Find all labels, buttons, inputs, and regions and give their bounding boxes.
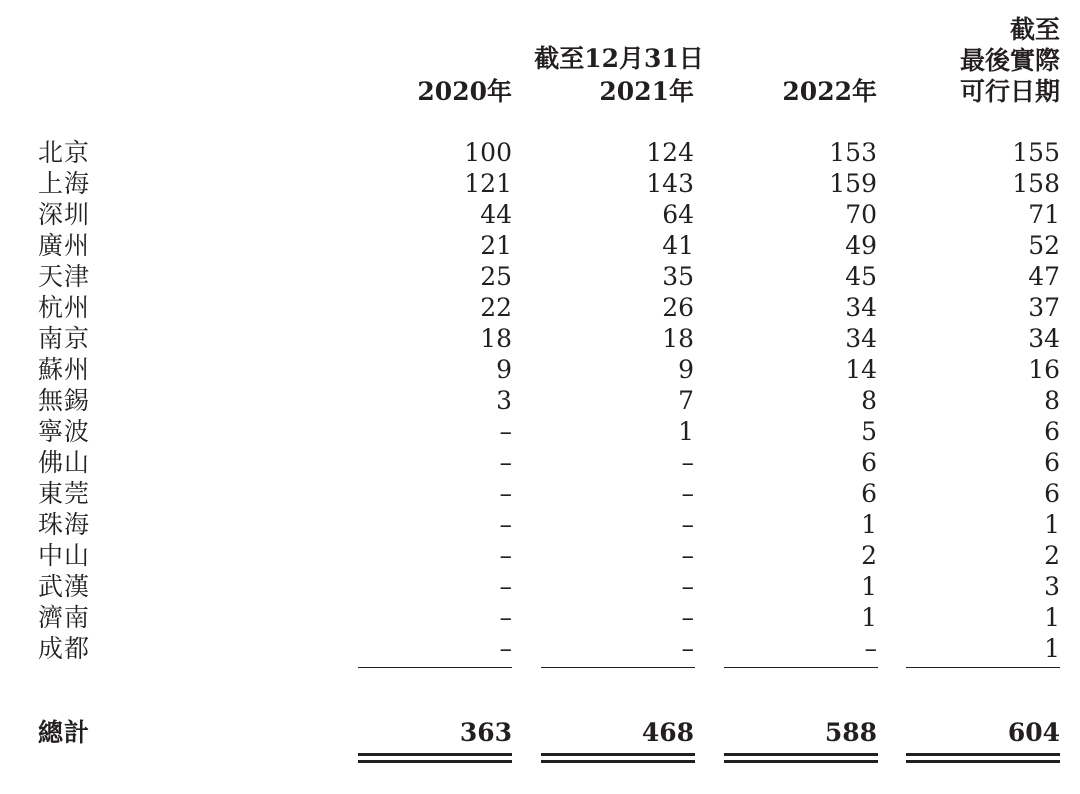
header-col-2022: 2022年: [782, 77, 877, 106]
value-2022: 5: [861, 417, 877, 446]
value-2021: 26: [662, 293, 694, 322]
value-2022: 1: [861, 572, 877, 601]
value-2022: 6: [861, 448, 877, 477]
value-latest: 158: [1012, 169, 1060, 198]
total-double-rule-2020: [358, 753, 512, 763]
value-2022: 49: [845, 231, 877, 260]
value-latest: 6: [1044, 417, 1060, 446]
city-label: 蘇州: [38, 355, 91, 384]
value-2021: 64: [662, 200, 694, 229]
value-latest: 2: [1044, 541, 1060, 570]
total-double-rule-latest: [906, 753, 1060, 763]
value-latest: 47: [1028, 262, 1060, 291]
value-2021: 41: [662, 231, 694, 260]
value-2020: 21: [480, 231, 512, 260]
subtotal-rule-latest: [906, 667, 1060, 668]
value-latest: 6: [1044, 479, 1060, 508]
value-latest: 34: [1028, 324, 1060, 353]
city-label: 佛山: [38, 448, 91, 477]
total-label: 總計: [38, 718, 91, 747]
table-row: [0, 571, 1080, 602]
value-2021: 1: [678, 417, 694, 446]
total-double-rule-2022: [724, 753, 878, 763]
value-2022: 8: [861, 386, 877, 415]
value-2020: 121: [464, 169, 512, 198]
value-2021: 124: [646, 138, 694, 167]
value-latest: 16: [1028, 355, 1060, 384]
value-2021: –: [681, 634, 694, 663]
city-label: 北京: [38, 138, 91, 167]
value-2020: –: [499, 448, 512, 477]
city-label: 深圳: [38, 200, 91, 229]
value-2022: –: [864, 634, 877, 663]
table-row: [0, 478, 1080, 509]
value-2020: 3: [496, 386, 512, 415]
value-2020: –: [499, 541, 512, 570]
table-row: [0, 323, 1080, 354]
table-row: [0, 416, 1080, 447]
table-row: [0, 230, 1080, 261]
value-2020: 22: [480, 293, 512, 322]
city-label: 濟南: [38, 603, 91, 632]
header-col-last-line1: 截至: [1009, 15, 1060, 44]
value-latest: 71: [1028, 200, 1060, 229]
value-2020: 9: [496, 355, 512, 384]
subtotal-rule-2021: [541, 667, 695, 668]
value-latest: 8: [1044, 386, 1060, 415]
value-2021: 143: [646, 169, 694, 198]
value-2021: –: [681, 448, 694, 477]
table-row: [0, 354, 1080, 385]
value-2022: 1: [861, 603, 877, 632]
table-row: [0, 261, 1080, 292]
value-2020: –: [499, 603, 512, 632]
header-col-2021: 2021年: [599, 77, 694, 106]
table-row: [0, 137, 1080, 168]
value-2021: –: [681, 510, 694, 539]
value-2022: 70: [845, 200, 877, 229]
value-latest: 6: [1044, 448, 1060, 477]
value-latest: 3: [1044, 572, 1060, 601]
value-2021: –: [681, 572, 694, 601]
header-col-last-line2: 最後實際: [959, 46, 1060, 75]
city-label: 天津: [38, 262, 91, 291]
table-row: [0, 199, 1080, 230]
value-latest: 52: [1028, 231, 1060, 260]
table-row: [0, 509, 1080, 540]
table-row: [0, 447, 1080, 478]
value-2020: 100: [464, 138, 512, 167]
city-label: 寧波: [38, 417, 91, 446]
city-label: 東莞: [38, 479, 91, 508]
value-2022: 6: [861, 479, 877, 508]
total-2021: 468: [641, 718, 694, 747]
subtotal-rule-2020: [358, 667, 512, 668]
city-label: 珠海: [38, 510, 91, 539]
value-2020: –: [499, 510, 512, 539]
city-label: 武漢: [38, 572, 91, 601]
value-2022: 1: [861, 510, 877, 539]
table-row: [0, 602, 1080, 633]
value-2022: 34: [845, 293, 877, 322]
value-2020: 25: [480, 262, 512, 291]
value-latest: 155: [1012, 138, 1060, 167]
table-row: [0, 168, 1080, 199]
city-label: 上海: [38, 169, 91, 198]
header-col-last-line3: 可行日期: [959, 77, 1060, 106]
value-2022: 159: [829, 169, 877, 198]
value-2020: –: [499, 479, 512, 508]
table-row: [0, 292, 1080, 323]
value-2022: 153: [829, 138, 877, 167]
value-latest: 1: [1044, 634, 1060, 663]
value-2021: 18: [662, 324, 694, 353]
header-group-label: 截至12月31日: [534, 44, 704, 73]
table-row: [0, 385, 1080, 416]
value-latest: 1: [1044, 603, 1060, 632]
city-label: 廣州: [38, 231, 91, 260]
value-2021: 35: [662, 262, 694, 291]
city-label: 中山: [38, 541, 91, 570]
value-2021: –: [681, 541, 694, 570]
value-2022: 34: [845, 324, 877, 353]
value-2021: –: [681, 603, 694, 632]
value-2021: –: [681, 479, 694, 508]
value-2020: –: [499, 417, 512, 446]
value-2021: 9: [678, 355, 694, 384]
total-double-rule-2021: [541, 753, 695, 763]
total-2022: 588: [824, 718, 877, 747]
header-col-2020: 2020年: [417, 77, 512, 106]
value-2022: 2: [861, 541, 877, 570]
total-2020: 363: [459, 718, 512, 747]
city-label: 杭州: [38, 293, 91, 322]
table-row: [0, 540, 1080, 571]
city-label: 無錫: [38, 386, 91, 415]
value-2022: 14: [845, 355, 877, 384]
value-latest: 37: [1028, 293, 1060, 322]
table-row: [0, 633, 1080, 664]
value-2022: 45: [845, 262, 877, 291]
subtotal-rule-2022: [724, 667, 878, 668]
total-row: [0, 717, 1080, 748]
city-label: 南京: [38, 324, 91, 353]
value-2021: 7: [678, 386, 694, 415]
value-2020: –: [499, 634, 512, 663]
value-2020: –: [499, 572, 512, 601]
value-2020: 18: [480, 324, 512, 353]
total-latest: 604: [1007, 718, 1060, 747]
value-latest: 1: [1044, 510, 1060, 539]
city-label: 成都: [38, 634, 91, 663]
value-2020: 44: [480, 200, 512, 229]
